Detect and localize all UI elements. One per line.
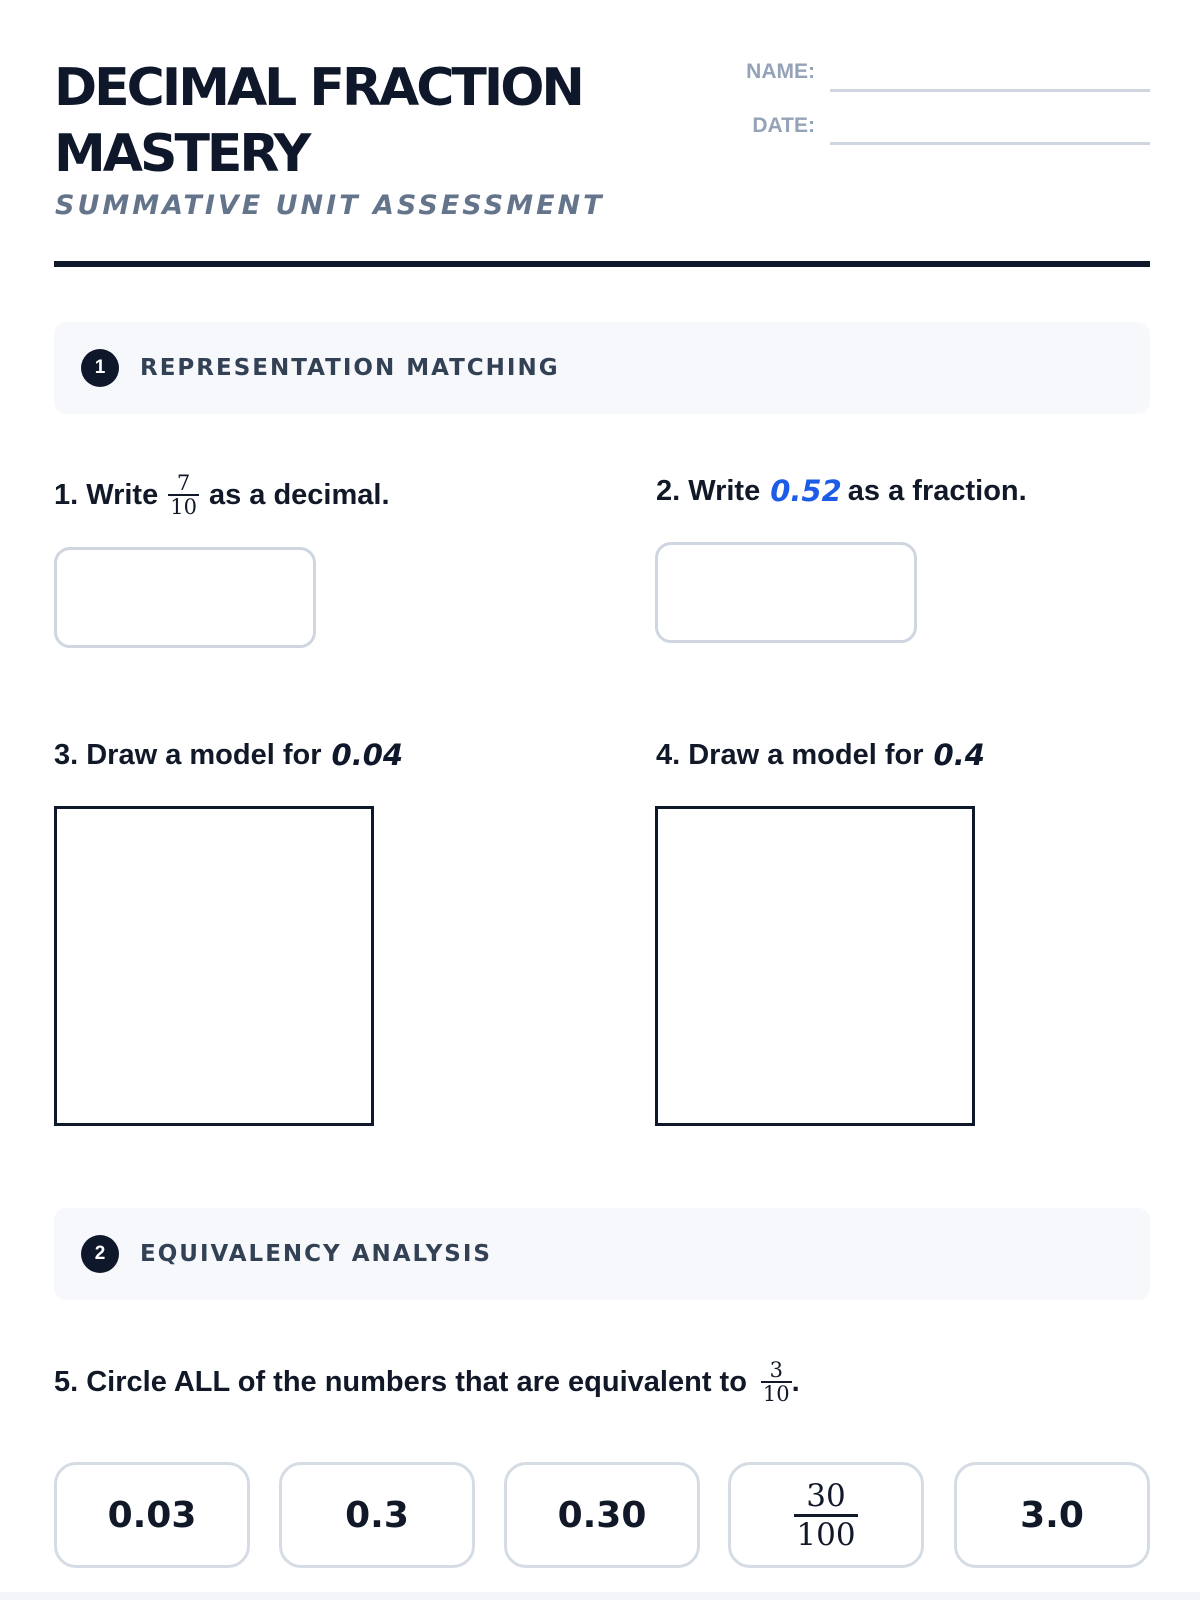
choice-option-fraction[interactable]: [728, 1462, 924, 1568]
section-number-badge: 1: [81, 349, 119, 387]
question-4-value: 0.4: [933, 738, 985, 772]
section-header-equivalency: [54, 1208, 1150, 1300]
model-drawing-box-q4[interactable]: [655, 806, 975, 1126]
question-5-prefix: 5. Circle ALL of the numbers that are equivalent to: [54, 1365, 747, 1398]
choice-option[interactable]: [54, 1462, 250, 1568]
question-4-prefix: 4. Draw a model for: [656, 738, 924, 771]
section-title: EQUIVALENCY ANALYSIS: [140, 1241, 492, 1267]
choice-option[interactable]: [504, 1462, 700, 1568]
fraction-numerator: 3: [769, 1358, 783, 1382]
title-line-1: DECIMAL FRACTION: [54, 58, 582, 118]
header-divider: [54, 261, 1150, 267]
answer-box-q2[interactable]: [655, 542, 917, 643]
question-2: [656, 461, 1027, 521]
choice-option[interactable]: [279, 1462, 475, 1568]
fraction-3-10: [761, 1359, 792, 1405]
title-line-2: MASTERY: [54, 124, 309, 184]
date-label: DATE:: [752, 114, 815, 137]
choice-label: 0.03: [107, 1494, 197, 1536]
question-1-prefix: 1. Write: [54, 478, 159, 511]
section-title: REPRESENTATION MATCHING: [140, 355, 560, 381]
question-1-suffix: as a decimal.: [208, 478, 390, 511]
page-title: [54, 55, 694, 187]
question-2-suffix: as a fraction.: [847, 474, 1027, 507]
fraction-numerator: 7: [176, 471, 191, 495]
fraction-7-10: [168, 472, 199, 518]
choice-label: 3.0: [1020, 1494, 1084, 1536]
name-field[interactable]: [830, 89, 1150, 92]
fraction-numerator: 30: [806, 1477, 846, 1514]
answer-box-q1[interactable]: [54, 547, 316, 648]
fraction-denominator: 10: [762, 1382, 790, 1406]
question-3: [54, 725, 403, 785]
name-label: NAME:: [746, 60, 815, 83]
fraction-denominator: 100: [794, 1514, 857, 1553]
date-field[interactable]: [830, 142, 1150, 145]
fraction-30-100: [794, 1478, 857, 1553]
choice-label: 0.3: [345, 1494, 409, 1536]
fraction-denominator: 10: [170, 495, 197, 519]
choice-option[interactable]: [954, 1462, 1150, 1568]
model-drawing-box-q3[interactable]: [54, 806, 374, 1126]
question-2-prefix: 2. Write: [656, 474, 761, 507]
question-3-value: 0.04: [331, 738, 404, 772]
question-4: [656, 725, 985, 785]
section-number-badge: 2: [81, 1235, 119, 1273]
question-5-suffix: .: [791, 1365, 800, 1398]
question-5: [54, 1352, 800, 1412]
question-3-prefix: 3. Draw a model for: [54, 738, 322, 771]
choice-label: 0.30: [557, 1494, 647, 1536]
question-1: [54, 465, 390, 525]
section-header-representation: [54, 322, 1150, 414]
question-2-value: 0.52: [770, 474, 842, 508]
page-subtitle: SUMMATIVE UNIT ASSESSMENT: [55, 190, 605, 221]
